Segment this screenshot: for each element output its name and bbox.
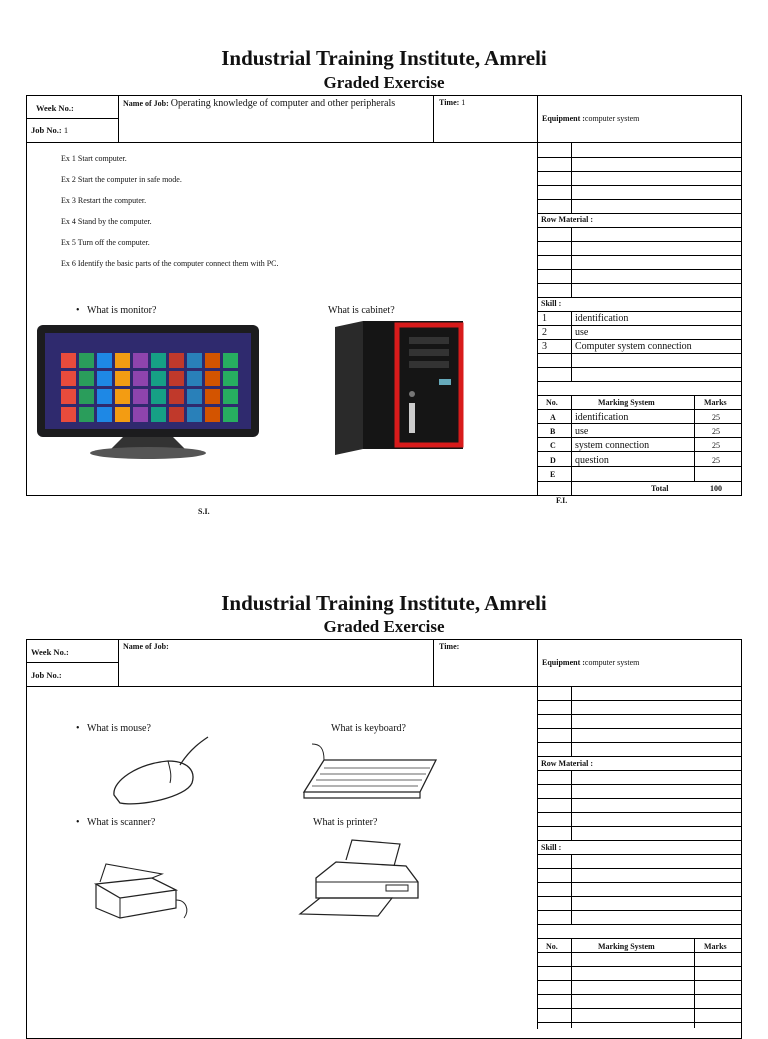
screen-tile: [169, 353, 184, 368]
mark-row-d-system: question: [575, 455, 609, 466]
mark-row-b-no: B: [550, 427, 556, 436]
monitor-image: [35, 323, 261, 461]
screen-tile: [151, 407, 166, 422]
graded-exercise-subtitle: Graded Exercise: [323, 73, 445, 92]
skill-text-3: Computer system connection: [575, 341, 692, 352]
screen-tile: [223, 407, 238, 422]
week-no-label: Week No.:: [36, 103, 74, 113]
si-signature: S.I.: [198, 507, 210, 516]
screen-tile: [205, 389, 220, 404]
screen-tile: [79, 371, 94, 386]
mark-row-d-no: D: [550, 456, 556, 465]
screen-tile: [169, 389, 184, 404]
skill-text-2: use: [575, 327, 589, 338]
institute-title: Industrial Training Institute, Amreli: [221, 46, 547, 70]
exercise-4: Ex 4 Stand by the computer.: [61, 217, 152, 226]
screen-tile: [115, 407, 130, 422]
screen-tile: [79, 353, 94, 368]
question-printer: What is printer?: [313, 817, 378, 828]
skill-text-1: identification: [575, 313, 629, 324]
exercise-5: Ex 5 Turn off the computer.: [61, 238, 150, 247]
screen-tile: [97, 371, 112, 386]
exercise-6: Ex 6 Identify the basic parts of the computer connect them with PC.: [61, 259, 279, 268]
screen-tile: [61, 371, 76, 386]
skill-no-3: 3: [542, 341, 547, 352]
marking-col-no-2: No.: [546, 942, 558, 951]
screen-tile: [79, 389, 94, 404]
screen-tile: [223, 353, 238, 368]
job-no-field: Job No.: 1: [31, 125, 69, 135]
screen-tile: [187, 389, 202, 404]
screen-tile: [187, 353, 202, 368]
exercise-1: Ex 1 Start computer.: [61, 154, 127, 163]
screen-tile: [133, 407, 148, 422]
screen-tile: [133, 389, 148, 404]
mark-row-c-no: C: [550, 441, 556, 450]
mark-row-b-marks: 25: [712, 427, 720, 436]
scanner-image: [92, 860, 192, 922]
screen-tile: [151, 353, 166, 368]
screen-tile: [97, 353, 112, 368]
screen-tile: [97, 407, 112, 422]
cabinet-image: [333, 319, 465, 457]
question-keyboard: What is keyboard?: [331, 723, 406, 734]
keyboard-image: [300, 742, 440, 804]
mark-row-c-marks: 25: [712, 441, 720, 450]
marking-total-label: Total: [651, 484, 669, 493]
week-no-label-2: Week No.:: [31, 647, 69, 657]
row-material-label: Row Material :: [541, 215, 593, 224]
screen-tile: [115, 371, 130, 386]
graded-exercise-subtitle-2: Graded Exercise: [323, 617, 445, 636]
marking-col-system: Marking System: [598, 398, 655, 407]
question-monitor: • What is monitor?: [76, 305, 157, 316]
mark-row-a-marks: 25: [712, 413, 720, 422]
screen-tile: [151, 389, 166, 404]
skill-label: Skill :: [541, 299, 562, 308]
screen-tile: [187, 371, 202, 386]
mark-row-d-marks: 25: [712, 456, 720, 465]
screen-tile: [223, 371, 238, 386]
job-no-label-2: Job No.:: [31, 670, 62, 680]
equipment-field: Equipment :computer system: [542, 114, 640, 123]
marking-total-value: 100: [710, 484, 722, 493]
screen-tile: [97, 389, 112, 404]
mark-row-c-system: system connection: [575, 440, 650, 451]
screen-tile: [169, 407, 184, 422]
marking-col-no: No.: [546, 398, 558, 407]
screen-tile: [79, 407, 94, 422]
screen-tile: [169, 371, 184, 386]
screen-tile: [205, 407, 220, 422]
exercise-3: Ex 3 Restart the computer.: [61, 196, 147, 205]
marking-col-marks-2: Marks: [704, 942, 727, 951]
screen-tile: [205, 353, 220, 368]
skill-no-2: 2: [542, 327, 547, 338]
screen-tile: [205, 371, 220, 386]
mark-row-a-system: identification: [575, 412, 629, 423]
question-cabinet: What is cabinet?: [328, 305, 395, 316]
screen-tile: [133, 353, 148, 368]
question-scanner: • What is scanner?: [76, 817, 156, 828]
skill-no-1: 1: [542, 313, 547, 324]
screen-tile: [223, 389, 238, 404]
screen-tile: [151, 371, 166, 386]
time-label-2: Time:: [439, 642, 460, 651]
time-field: Time: 1: [439, 98, 466, 107]
row-material-label-2: Row Material :: [541, 759, 593, 768]
marking-col-system-2: Marking System: [598, 942, 655, 951]
equipment-field-2: Equipment :computer system: [542, 658, 640, 667]
screen-tile: [115, 353, 130, 368]
fi-signature: F.I.: [556, 496, 568, 505]
skill-label-2: Skill :: [541, 843, 562, 852]
question-mouse: • What is mouse?: [76, 723, 151, 734]
screen-tile: [115, 389, 130, 404]
screen-tile: [61, 407, 76, 422]
screen-tile: [187, 407, 202, 422]
mark-row-e-no: E: [550, 470, 556, 479]
job-name-label-2: Name of Job:: [123, 642, 169, 651]
exercise-2: Ex 2 Start the computer in safe mode.: [61, 175, 182, 184]
mouse-image: [110, 735, 212, 807]
mark-row-a-no: A: [550, 413, 556, 422]
job-name-field: Name of Job: Operating knowledge of computer and other peripherals: [123, 98, 396, 109]
screen-tile: [61, 353, 76, 368]
printer-image: [296, 838, 424, 920]
mark-row-b-system: use: [575, 426, 589, 437]
screen-tile: [133, 371, 148, 386]
institute-title-2: Industrial Training Institute, Amreli: [221, 591, 547, 615]
screen-tile: [61, 389, 76, 404]
marking-col-marks: Marks: [704, 398, 727, 407]
